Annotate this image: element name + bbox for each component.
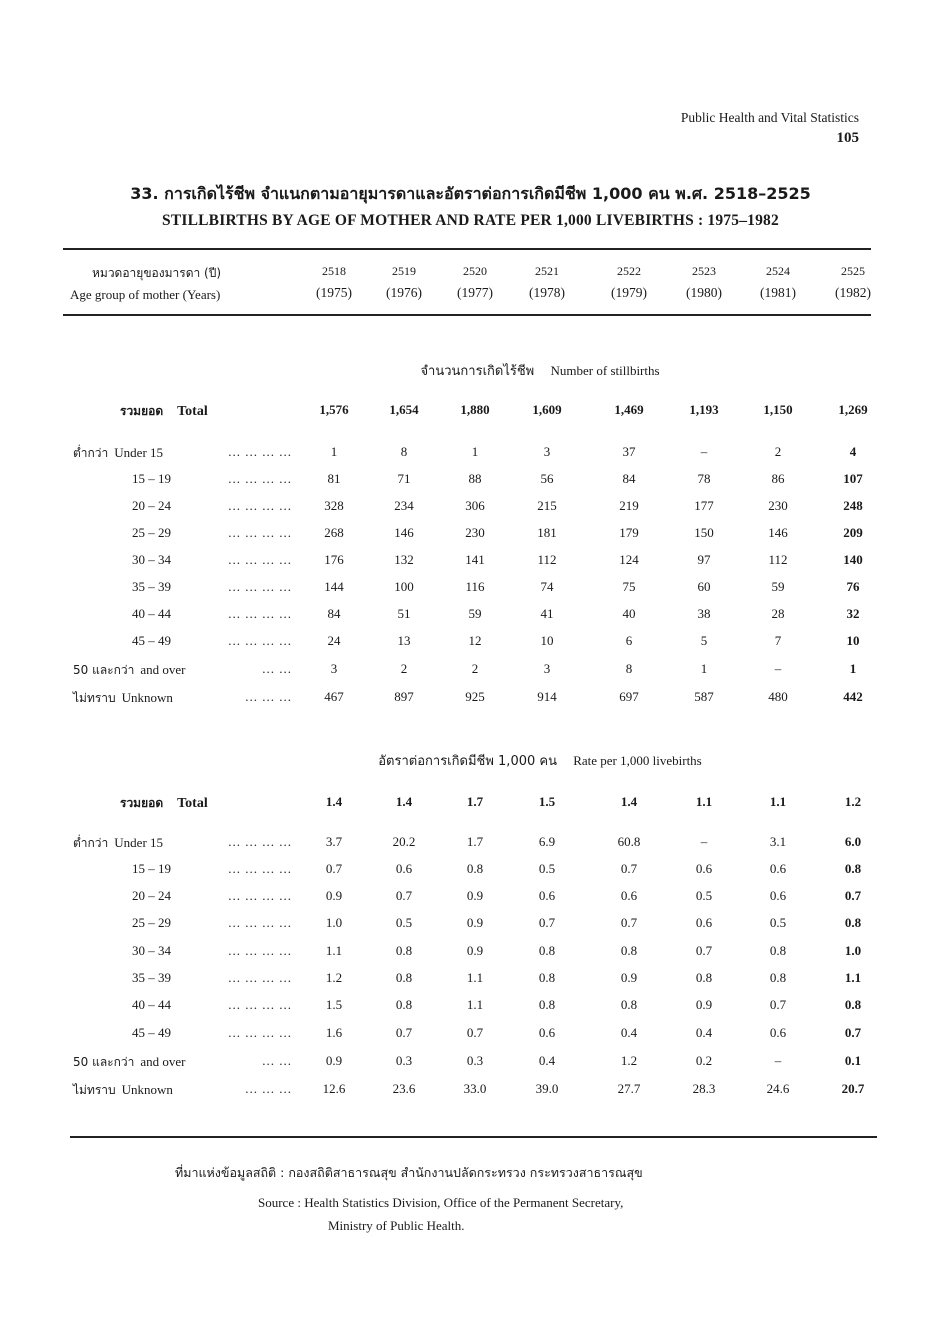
table-cell: 6 (625, 633, 633, 648)
table-cell: 0.6 (769, 888, 787, 903)
table-cell: 59 (468, 606, 482, 621)
table-cell: 0.6 (769, 861, 787, 876)
table-cell: 0.6 (395, 861, 413, 876)
row-label-english: 45 – 49 (132, 1025, 171, 1040)
table-cell: 0.3 (395, 1053, 413, 1068)
section-heading-thai: จำนวนการเกิดไร้ชีพ (420, 364, 535, 379)
table-cell: 0.7 (844, 888, 862, 903)
total-label-english: Total (177, 404, 208, 419)
row-label-english: 40 – 44 (132, 997, 171, 1012)
table-cell: 0.5 (769, 915, 787, 930)
year-be-header: 2520 (463, 264, 487, 278)
leader-dots: ... ... ... (245, 1081, 292, 1096)
section-heading-rates (0, 750, 941, 771)
row-label (132, 888, 171, 904)
table-cell: 1 (700, 661, 708, 676)
table-cell: 0.8 (466, 861, 484, 876)
table-cell: 3.7 (325, 834, 343, 849)
table-cell: 20.7 (841, 1081, 865, 1096)
table-title-thai (0, 182, 941, 207)
table-cell: 146 (768, 525, 788, 540)
table-cell: 230 (768, 498, 788, 513)
leader-dots: ... ... ... ... (228, 633, 292, 648)
table-cell: 328 (324, 498, 344, 513)
row-label-thai: 50 และกว่า (73, 1055, 135, 1069)
table-cell: 2 (774, 444, 782, 459)
table-cell: 59 (771, 579, 785, 594)
table-cell: 144 (324, 579, 344, 594)
row-label (73, 1081, 173, 1100)
leader-dots: ... ... ... ... (228, 525, 292, 540)
table-cell: 84 (622, 471, 636, 486)
total-row-label (120, 794, 208, 813)
row-label (132, 861, 171, 877)
table-cell: 3 (543, 444, 551, 459)
row-label-english: 15 – 19 (132, 861, 171, 876)
table-cell: 0.8 (395, 970, 413, 985)
row-label-english: Unknown (121, 690, 173, 705)
table-cell: 176 (324, 552, 344, 567)
leader-dots: ... ... ... ... (228, 1025, 292, 1040)
total-cell: 1.1 (769, 794, 787, 809)
table-cell: 0.4 (538, 1053, 556, 1068)
table-cell: 209 (843, 525, 863, 540)
table-cell: 1.1 (844, 970, 862, 985)
row-label-english: 35 – 39 (132, 970, 171, 985)
row-label-english: 25 – 29 (132, 525, 171, 540)
year-ce-header: (1975) (316, 285, 352, 300)
table-cell: 0.8 (538, 970, 556, 985)
table-cell: 0.9 (620, 970, 638, 985)
table-cell: 1.0 (325, 915, 343, 930)
leader-dots: ... ... (262, 661, 292, 676)
table-cell: 0.8 (620, 997, 638, 1012)
section-heading-english: Rate per 1,000 livebirths (573, 753, 702, 768)
table-cell: 0.7 (538, 915, 556, 930)
row-label (132, 525, 171, 541)
table-cell: 0.9 (466, 888, 484, 903)
year-be-header: 2518 (322, 264, 346, 278)
row-label (132, 471, 171, 487)
table-cell: 0.6 (538, 1025, 556, 1040)
row-label (132, 997, 171, 1013)
table-cell: 230 (465, 525, 485, 540)
year-be-header: 2521 (535, 264, 559, 278)
table-cell: 0.6 (769, 1025, 787, 1040)
table-cell: 76 (846, 579, 860, 594)
row-label-english: Unknown (121, 1082, 173, 1097)
running-header: Public Health and Vital Statistics (680, 110, 859, 125)
table-cell: 38 (697, 606, 711, 621)
table-cell: 0.6 (695, 861, 713, 876)
table-cell: 10 (846, 633, 860, 648)
row-label (132, 552, 171, 568)
table-cell: 0.6 (538, 888, 556, 903)
leader-dots: ... ... ... ... (228, 915, 292, 930)
leader-dots: ... ... ... ... (228, 997, 292, 1012)
total-cell: 1,269 (838, 402, 868, 417)
table-cell: 1.6 (325, 1025, 343, 1040)
total-cell: 1.4 (620, 794, 638, 809)
table-cell: 107 (843, 471, 863, 486)
table-cell: 215 (537, 498, 557, 513)
row-label (132, 579, 171, 595)
total-row-label (120, 402, 208, 421)
year-ce-header: (1978) (529, 285, 565, 300)
table-cell: 8 (625, 661, 633, 676)
table-cell: 0.8 (538, 943, 556, 958)
table-cell: 132 (394, 552, 414, 567)
page-number: 105 (836, 130, 859, 146)
leader-dots: ... ... ... ... (228, 970, 292, 985)
table-cell: 0.2 (695, 1053, 713, 1068)
table-cell: 86 (771, 471, 785, 486)
table-cell: 0.8 (538, 997, 556, 1012)
source-english-label: Source : (258, 1195, 301, 1210)
table-cell: 1.7 (466, 834, 484, 849)
table-cell: 0.4 (695, 1025, 713, 1040)
title-thai-text: การเกิดไร้ชีพ จำแนกตามอายุมารดาและอัตราต่อการเกิดมีชีพ 1,000 คน พ.ศ. 2518–2525 (164, 184, 811, 203)
section-heading-english: Number of stillbirths (550, 363, 660, 378)
table-cell: 39.0 (535, 1081, 559, 1096)
table-cell: 177 (694, 498, 714, 513)
year-be-header: 2523 (692, 264, 716, 278)
leader-dots: ... ... ... ... (228, 579, 292, 594)
total-cell: 1.1 (695, 794, 713, 809)
table-cell: 1.2 (620, 1053, 638, 1068)
source-english-line1: Health Statistics Division, Office of the Permanent Secretary, (304, 1195, 624, 1210)
table-cell: 897 (394, 689, 414, 704)
total-cell: 1,609 (532, 402, 562, 417)
table-cell: 268 (324, 525, 344, 540)
section-heading-thai: อัตราต่อการเกิดมีชีพ 1,000 คน (378, 754, 557, 769)
year-ce-header: (1980) (686, 285, 722, 300)
table-cell: 0.7 (395, 888, 413, 903)
table-cell: – (700, 834, 708, 849)
table-cell: 33.0 (463, 1081, 487, 1096)
leader-dots: ... ... ... (245, 689, 292, 704)
table-cell: 480 (768, 689, 788, 704)
table-cell: 100 (394, 579, 414, 594)
table-cell: 88 (468, 471, 482, 486)
table-cell: 697 (619, 689, 639, 704)
table-cell: 442 (843, 689, 863, 704)
table-cell: 6.0 (844, 834, 862, 849)
table-cell: 13 (397, 633, 411, 648)
table-cell: 0.8 (395, 943, 413, 958)
table-cell: 24.6 (766, 1081, 790, 1096)
table-cell: – (700, 444, 708, 459)
table-cell: 306 (465, 498, 485, 513)
table-cell: 1.0 (844, 943, 862, 958)
table-cell: 75 (622, 579, 636, 594)
year-be-header: 2524 (766, 264, 790, 278)
row-label (73, 444, 163, 463)
row-label-english: 35 – 39 (132, 579, 171, 594)
table-cell: 5 (700, 633, 708, 648)
table-cell: 0.8 (844, 997, 862, 1012)
row-label (132, 943, 171, 959)
row-label (73, 661, 185, 680)
table-cell: 3 (330, 661, 338, 676)
table-cell: 8 (400, 444, 408, 459)
total-cell: 1,193 (689, 402, 719, 417)
row-label (132, 1025, 171, 1041)
year-ce-header: (1982) (835, 285, 871, 300)
row-label (132, 606, 171, 622)
table-cell: 0.4 (620, 1025, 638, 1040)
table-cell: 20.2 (392, 834, 416, 849)
row-label-english: 30 – 34 (132, 552, 171, 567)
source-thai-label: ที่มาแห่งข้อมูลสถิติ : (175, 1165, 285, 1180)
table-cell: 84 (327, 606, 341, 621)
table-cell: 112 (537, 552, 557, 567)
leader-dots: ... ... ... ... (228, 888, 292, 903)
year-be-header: 2519 (392, 264, 416, 278)
year-ce-header: (1977) (457, 285, 493, 300)
column-label-english: Age group of mother (Years) (70, 287, 221, 302)
total-label-thai: รวมยอด (120, 404, 164, 418)
table-cell: 97 (697, 552, 711, 567)
row-label-thai: ไม่ทราบ (73, 1083, 116, 1097)
year-be-header: 2522 (617, 264, 641, 278)
total-cell: 1,880 (460, 402, 490, 417)
table-cell: 78 (697, 471, 711, 486)
year-be-header: 2525 (841, 264, 865, 278)
total-cell: 1.7 (466, 794, 484, 809)
table-cell: 112 (768, 552, 788, 567)
table-cell: 587 (694, 689, 714, 704)
section-heading-counts (0, 360, 941, 381)
table-cell: 0.7 (620, 861, 638, 876)
row-label-english: 20 – 24 (132, 888, 171, 903)
table-cell: 0.7 (695, 943, 713, 958)
row-label (132, 633, 171, 649)
table-cell: 3 (543, 661, 551, 676)
row-label-english: and over (140, 1054, 186, 1069)
table-cell: 27.7 (617, 1081, 641, 1096)
table-cell: 0.9 (325, 1053, 343, 1068)
table-cell: 1.5 (325, 997, 343, 1012)
row-label-thai: ต่ำกว่า (73, 446, 109, 460)
table-cell: 0.8 (769, 970, 787, 985)
table-cell: 2 (471, 661, 479, 676)
table-cell: 1.2 (325, 970, 343, 985)
table-cell: – (774, 661, 782, 676)
total-cell: 1.4 (325, 794, 343, 809)
table-cell: 1 (849, 661, 857, 676)
table-cell: 0.9 (466, 915, 484, 930)
total-cell: 1.4 (395, 794, 413, 809)
row-label-thai: ต่ำกว่า (73, 836, 109, 850)
table-cell: 0.7 (620, 915, 638, 930)
table-cell: 24 (327, 633, 341, 648)
table-cell: 0.7 (844, 1025, 862, 1040)
table-cell: 6.9 (538, 834, 556, 849)
source-thai (175, 1163, 643, 1183)
row-label-english: 20 – 24 (132, 498, 171, 513)
row-label (73, 1053, 185, 1072)
table-cell: 0.9 (695, 997, 713, 1012)
table-cell: 41 (540, 606, 554, 621)
table-cell: 2 (400, 661, 408, 676)
row-label-english: 15 – 19 (132, 471, 171, 486)
table-number: 33. (130, 184, 159, 203)
table-cell: 51 (397, 606, 411, 621)
table-cell: 181 (537, 525, 557, 540)
table-cell: 150 (694, 525, 714, 540)
table-cell: 140 (843, 552, 863, 567)
total-label-english: Total (177, 796, 208, 811)
row-label (73, 834, 163, 853)
table-cell: 0.8 (844, 861, 862, 876)
source-thai-text: กองสถิติสาธารณสุข สำนักงานปลัดกระทรวง กระทรวงสาธารณสุข (288, 1165, 643, 1180)
table-cell: 141 (465, 552, 485, 567)
row-label-english: 25 – 29 (132, 915, 171, 930)
row-label-thai: 50 และกว่า (73, 663, 135, 677)
table-cell: 116 (465, 579, 485, 594)
total-label-thai: รวมยอด (120, 796, 164, 810)
total-cell: 1,150 (763, 402, 793, 417)
table-cell: 0.7 (395, 1025, 413, 1040)
table-cell: 234 (394, 498, 414, 513)
total-cell: 1,469 (614, 402, 644, 417)
table-cell: 0.5 (695, 888, 713, 903)
row-label (132, 970, 171, 986)
table-cell: 60 (697, 579, 711, 594)
year-ce-header: (1979) (611, 285, 647, 300)
table-cell: 0.5 (538, 861, 556, 876)
table-cell: 0.7 (466, 1025, 484, 1040)
row-label-english: and over (140, 662, 186, 677)
table-cell: 0.7 (325, 861, 343, 876)
table-title-english: STILLBIRTHS BY AGE OF MOTHER AND RATE PER 1,000 LIVEBIRTHS : 1975–1982 (162, 212, 779, 229)
table-cell: 0.6 (620, 888, 638, 903)
header-bottom-rule (63, 314, 871, 316)
row-label-english: 40 – 44 (132, 606, 171, 621)
table-cell: 40 (622, 606, 636, 621)
table-cell: 179 (619, 525, 639, 540)
leader-dots: ... ... ... ... (228, 943, 292, 958)
table-cell: 0.8 (769, 943, 787, 958)
total-cell: 1.2 (844, 794, 862, 809)
leader-dots: ... ... ... ... (228, 606, 292, 621)
table-cell: 0.9 (466, 943, 484, 958)
leader-dots: ... ... ... ... (228, 861, 292, 876)
table-cell: 219 (619, 498, 639, 513)
table-cell: 74 (540, 579, 554, 594)
row-label-english: Under 15 (114, 835, 164, 850)
row-label-english: 30 – 34 (132, 943, 171, 958)
table-cell: – (774, 1053, 782, 1068)
table-cell: 28 (771, 606, 785, 621)
table-cell: 10 (540, 633, 554, 648)
column-label-thai: หมวดอายุของมารดา (ปี) (92, 266, 222, 280)
row-label-english: Under 15 (114, 445, 164, 460)
table-cell: 124 (619, 552, 639, 567)
table-cell: 0.6 (695, 915, 713, 930)
source-english-line2: Ministry of Public Health. (328, 1218, 465, 1233)
table-cell: 28.3 (692, 1081, 716, 1096)
table-cell: 12 (468, 633, 482, 648)
table-cell: 0.7 (769, 997, 787, 1012)
table-cell: 925 (465, 689, 485, 704)
table-cell: 23.6 (392, 1081, 416, 1096)
year-ce-header: (1976) (386, 285, 422, 300)
row-label (132, 498, 171, 514)
table-cell: 60.8 (617, 834, 641, 849)
table-cell: 0.8 (620, 943, 638, 958)
table-cell: 1 (471, 444, 479, 459)
table-cell: 0.8 (695, 970, 713, 985)
total-cell: 1,654 (389, 402, 419, 417)
table-cell: 56 (540, 471, 554, 486)
row-label (73, 689, 173, 708)
table-cell: 7 (774, 633, 782, 648)
table-cell: 3.1 (769, 834, 787, 849)
table-cell: 81 (327, 471, 341, 486)
leader-dots: ... ... (262, 1053, 292, 1068)
table-cell: 248 (843, 498, 863, 513)
table-cell: 0.5 (395, 915, 413, 930)
year-ce-header: (1981) (760, 285, 796, 300)
table-cell: 0.1 (844, 1053, 862, 1068)
leader-dots: ... ... ... ... (228, 498, 292, 513)
source-english (258, 1195, 623, 1211)
leader-dots: ... ... ... ... (228, 444, 292, 459)
table-cell: 0.9 (325, 888, 343, 903)
table-top-rule (63, 248, 871, 250)
table-cell: 0.8 (844, 915, 862, 930)
leader-dots: ... ... ... ... (228, 471, 292, 486)
table-cell: 1.1 (466, 970, 484, 985)
total-cell: 1,576 (319, 402, 349, 417)
row-label-thai: ไม่ทราบ (73, 691, 116, 705)
table-cell: 0.3 (466, 1053, 484, 1068)
table-cell: 914 (537, 689, 557, 704)
leader-dots: ... ... ... ... (228, 834, 292, 849)
table-cell: 467 (324, 689, 344, 704)
table-cell: 4 (849, 444, 857, 459)
table-cell: 1 (330, 444, 338, 459)
table-cell: 0.8 (395, 997, 413, 1012)
total-cell: 1.5 (538, 794, 556, 809)
table-cell: 71 (397, 471, 411, 486)
table-bottom-rule (70, 1136, 877, 1138)
table-cell: 12.6 (322, 1081, 346, 1096)
leader-dots: ... ... ... ... (228, 552, 292, 567)
table-cell: 146 (394, 525, 414, 540)
table-cell: 32 (846, 606, 860, 621)
row-label (132, 915, 171, 931)
row-label-english: 45 – 49 (132, 633, 171, 648)
table-cell: 1.1 (466, 997, 484, 1012)
table-cell: 1.1 (325, 943, 343, 958)
table-cell: 37 (622, 444, 636, 459)
